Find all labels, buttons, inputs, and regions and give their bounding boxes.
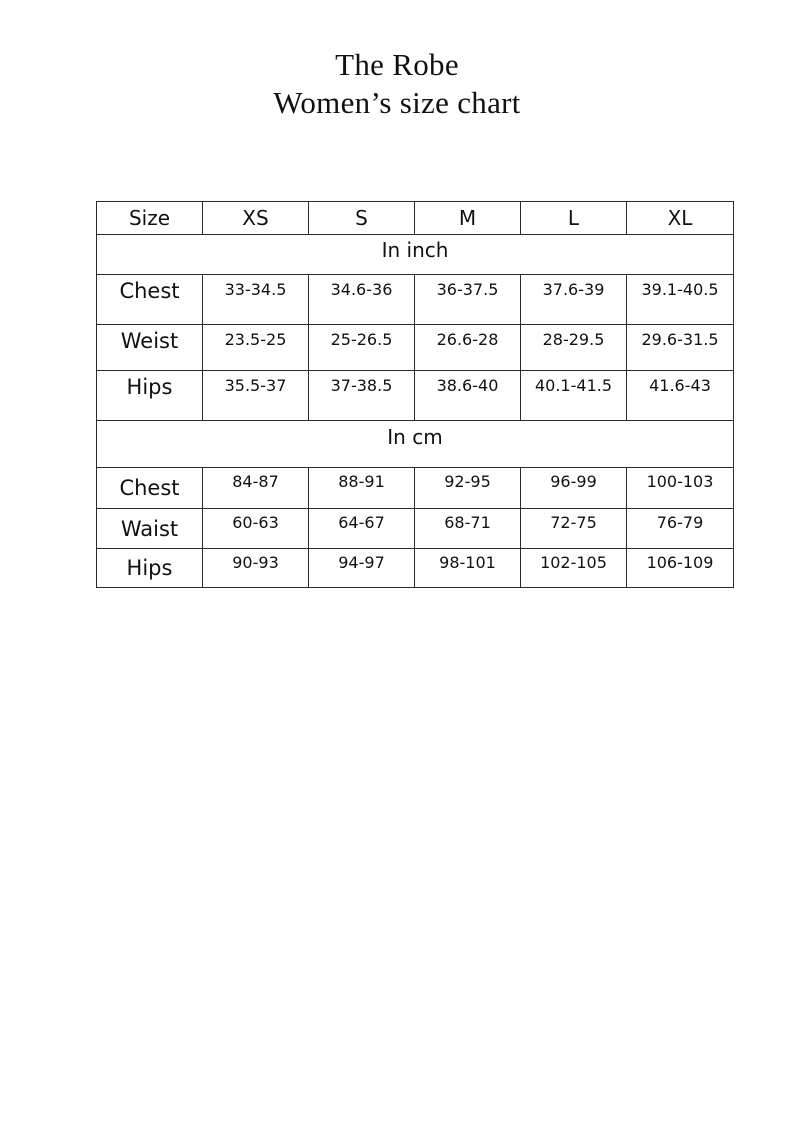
cell-value: 72-75: [521, 509, 627, 549]
cell-value: 98-101: [415, 549, 521, 588]
title-subtitle: Women’s size chart: [273, 85, 521, 120]
document-title: [0, 46, 794, 122]
table-row: [97, 275, 734, 325]
header-size-m: M: [415, 202, 521, 235]
cell-value: 92-95: [415, 468, 521, 509]
cell-value: 33-34.5: [203, 275, 309, 325]
cell-value: 90-93: [203, 549, 309, 588]
cell-value: 64-67: [309, 509, 415, 549]
section-label-inch: In inch: [97, 235, 734, 275]
cell-value: 40.1-41.5: [521, 371, 627, 421]
header-row: [97, 202, 734, 235]
row-label-chest: Chest: [97, 468, 203, 509]
table-row: [97, 325, 734, 371]
cell-value: 94-97: [309, 549, 415, 588]
cell-value: 41.6-43: [627, 371, 734, 421]
section-label-cm: In cm: [97, 421, 734, 468]
cell-value: 39.1-40.5: [627, 275, 734, 325]
table-row: [97, 371, 734, 421]
cell-value: 38.6-40: [415, 371, 521, 421]
cell-value: 25-26.5: [309, 325, 415, 371]
row-label-hips: Hips: [97, 549, 203, 588]
size-chart-table: [96, 201, 734, 588]
section-row-cm: [97, 421, 734, 468]
cell-value: 34.6-36: [309, 275, 415, 325]
cell-value: 100-103: [627, 468, 734, 509]
cell-value: 88-91: [309, 468, 415, 509]
section-row-inch: [97, 235, 734, 275]
cell-value: 68-71: [415, 509, 521, 549]
header-size-l: L: [521, 202, 627, 235]
cell-value: 26.6-28: [415, 325, 521, 371]
cell-value: 23.5-25: [203, 325, 309, 371]
table-row: [97, 468, 734, 509]
table-row: [97, 549, 734, 588]
row-label-waist: Waist: [97, 509, 203, 549]
cell-value: 106-109: [627, 549, 734, 588]
cell-value: 96-99: [521, 468, 627, 509]
cell-value: 28-29.5: [521, 325, 627, 371]
header-size-label: Size: [97, 202, 203, 235]
cell-value: 37-38.5: [309, 371, 415, 421]
cell-value: 102-105: [521, 549, 627, 588]
row-label-waist: Weist: [97, 325, 203, 371]
cell-value: 36-37.5: [415, 275, 521, 325]
row-label-chest: Chest: [97, 275, 203, 325]
row-label-hips: Hips: [97, 371, 203, 421]
cell-value: 76-79: [627, 509, 734, 549]
cell-value: 37.6-39: [521, 275, 627, 325]
header-size-xl: XL: [627, 202, 734, 235]
title-brand: The Robe: [335, 47, 459, 82]
header-size-xs: XS: [203, 202, 309, 235]
cell-value: 29.6-31.5: [627, 325, 734, 371]
cell-value: 60-63: [203, 509, 309, 549]
cell-value: 35.5-37: [203, 371, 309, 421]
header-size-s: S: [309, 202, 415, 235]
table-row: [97, 509, 734, 549]
cell-value: 84-87: [203, 468, 309, 509]
